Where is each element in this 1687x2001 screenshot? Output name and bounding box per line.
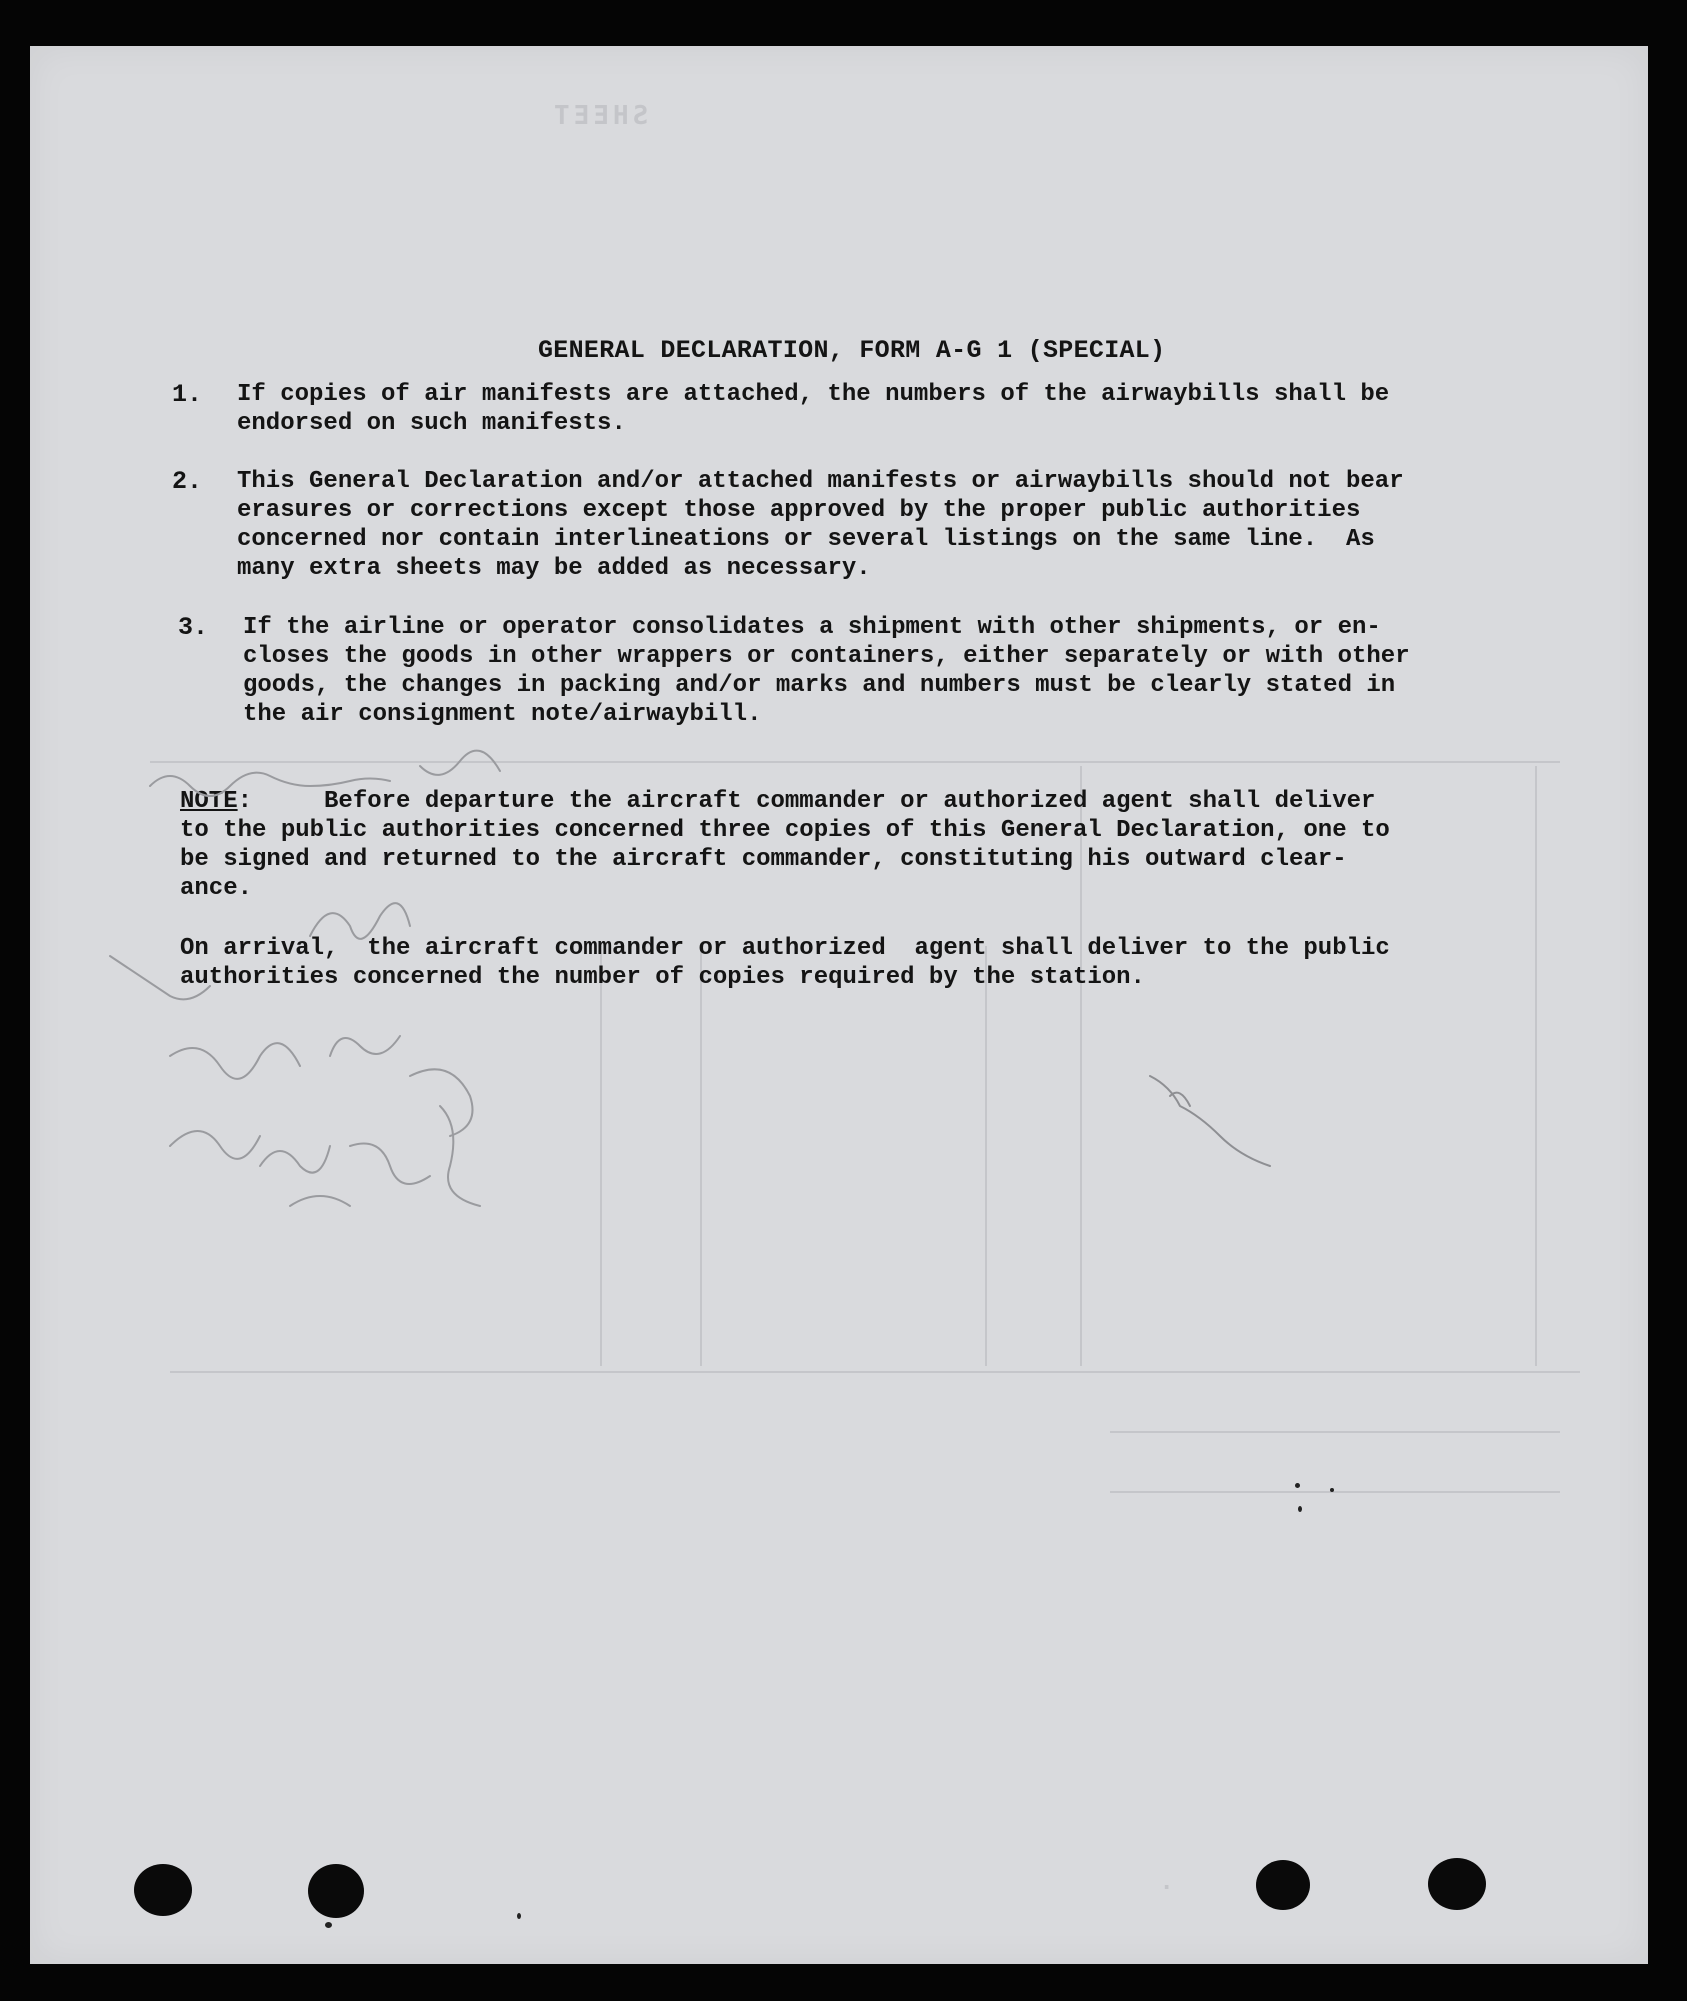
ink-speck <box>517 1913 521 1919</box>
pencil-mark <box>1140 1056 1340 1176</box>
item-number: 3. <box>178 613 209 642</box>
bleed-through-rule <box>1110 1431 1560 1433</box>
item-line: erasures or corrections except those approved by the proper public authorities <box>237 497 1361 524</box>
item-line: concerned nor contain interlineations or several listings on the same line. As <box>237 526 1375 553</box>
list-item <box>237 380 1497 438</box>
bleed-through-text: SHEET <box>550 101 649 131</box>
item-line: endorsed on such manifests. <box>237 410 626 437</box>
bleed-through-rule <box>1110 1491 1560 1493</box>
ink-speck <box>1298 1506 1302 1512</box>
item-line: goods, the changes in packing and/or marks and numbers must be clearly stated in <box>243 672 1396 699</box>
arrival-line: On arrival, the aircraft commander or authorized agent shall deliver to the public <box>180 935 1390 962</box>
item-line: This General Declaration and/or attached manifests or airwaybills should not bear <box>237 468 1404 495</box>
bleed-through-rule <box>170 1371 1580 1373</box>
bleed-through-text: · <box>1160 1876 1174 1901</box>
item-number: 1. <box>172 380 203 409</box>
note-line: to the public authorities concerned three copies of this General Declaration, one to <box>180 817 1390 844</box>
item-line: If the airline or operator consolidates a shipment with other shipments, or en- <box>243 614 1381 641</box>
note-line-text: : Before departure the aircraft commander or authorized agent shall deliver <box>237 788 1376 815</box>
item-line: If copies of air manifests are attached, the numbers of the airwaybills shall be <box>237 381 1390 408</box>
note-line: ance. <box>180 875 253 902</box>
punch-hole <box>1428 1858 1486 1910</box>
list-item <box>243 613 1503 729</box>
arrival-line: authorities concerned the number of copies required by the station. <box>180 964 1145 991</box>
note-line: be signed and returned to the aircraft commander, constituting his outward clear- <box>180 846 1347 873</box>
punch-hole <box>308 1864 364 1918</box>
punch-hole <box>1256 1860 1310 1910</box>
paper-sheet <box>30 46 1648 1964</box>
bleed-through-rule <box>700 946 702 1366</box>
ink-speck <box>1295 1483 1300 1488</box>
item-line: the air consignment note/airwaybill. <box>243 701 762 728</box>
bleed-through-rule <box>1535 766 1537 1366</box>
ink-speck <box>325 1922 332 1928</box>
note-label: NOTE <box>180 788 238 815</box>
ink-speck <box>1330 1488 1334 1492</box>
page-title: GENERAL DECLARATION, FORM A-G 1 (SPECIAL) <box>538 336 1166 365</box>
item-number: 2. <box>172 467 203 496</box>
item-line: closes the goods in other wrappers or containers, either separately or with other <box>243 643 1410 670</box>
bleed-through-rule <box>985 946 987 1366</box>
pencil-scribble <box>90 726 610 1246</box>
list-item <box>237 467 1497 583</box>
item-line: many extra sheets may be added as necessary. <box>237 555 871 582</box>
punch-hole <box>134 1864 192 1916</box>
